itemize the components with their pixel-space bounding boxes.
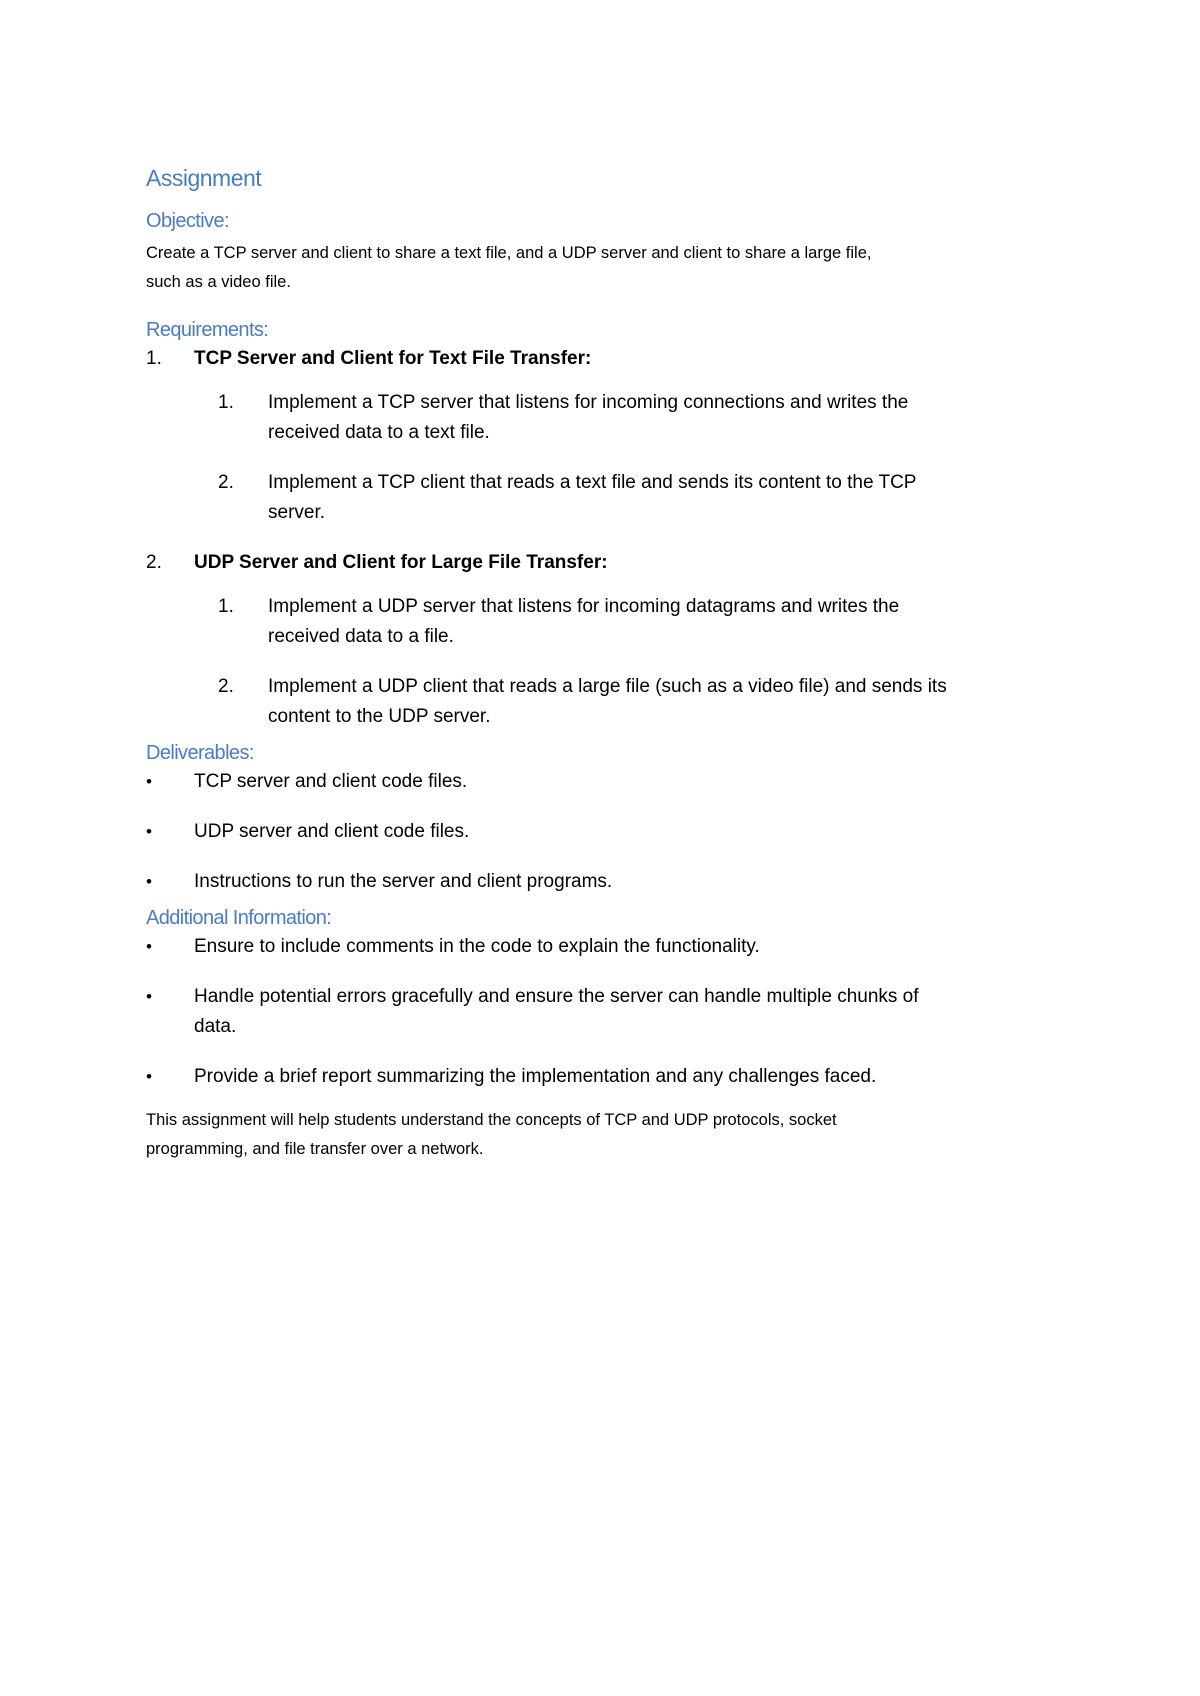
sub-item-text <box>268 388 908 448</box>
closing-paragraph <box>146 1106 1076 1164</box>
additional-info-heading: Additional Information: <box>146 907 332 929</box>
sub-list-item <box>218 468 1076 528</box>
closing-line-1: This assignment will help students understand the concepts of TCP and UDP protocols, socket <box>146 1111 837 1129</box>
sub-item-line: server. <box>268 502 326 523</box>
sub-item-line: received data to a file. <box>268 626 454 647</box>
bullet-icon: • <box>146 872 152 891</box>
sub-item-line: Implement a TCP client that reads a text file and sends its content to the TCP <box>268 472 917 493</box>
sub-list-item <box>218 388 1076 448</box>
bullet-icon: • <box>146 987 152 1006</box>
list-item-line: Handle potential errors gracefully and ensure the server can handle multiple chunks of <box>194 986 919 1007</box>
sub-item-text <box>268 672 947 732</box>
requirements-list <box>146 344 1076 732</box>
objective-line-1: Create a TCP server and client to share a text file, and a UDP server and client to share a large file, <box>146 244 872 262</box>
deliverables-heading: Deliverables: <box>146 742 254 764</box>
closing-line-2: programming, and file transfer over a network. <box>146 1140 484 1158</box>
sub-item-line: Implement a UDP server that listens for incoming datagrams and writes the <box>268 596 900 617</box>
requirements-heading: Requirements: <box>146 319 269 341</box>
list-number: 1. <box>218 596 234 617</box>
document-page <box>146 165 1076 1164</box>
requirement-title: UDP Server and Client for Large File Transfer: <box>194 552 608 573</box>
objective-heading: Objective: <box>146 210 229 232</box>
list-number: 2. <box>146 552 162 573</box>
sub-item-text <box>268 592 899 652</box>
bullet-icon: • <box>146 772 152 791</box>
list-item-text: Ensure to include comments in the code to explain the functionality. <box>194 936 760 957</box>
document-title: Assignment <box>146 165 262 191</box>
deliverables-list <box>146 767 1076 897</box>
list-item <box>146 1062 1076 1092</box>
requirement-sub-list <box>146 592 1076 732</box>
list-item-text: UDP server and client code files. <box>194 821 470 842</box>
list-item <box>146 932 1076 962</box>
list-item <box>146 817 1076 847</box>
bullet-icon: • <box>146 822 152 841</box>
bullet-icon: • <box>146 937 152 956</box>
sub-item-line: received data to a text file. <box>268 422 490 443</box>
requirement-title: TCP Server and Client for Text File Transfer: <box>194 348 592 369</box>
list-number: 2. <box>218 676 234 697</box>
list-item <box>146 767 1076 797</box>
list-item-text: Provide a brief report summarizing the implementation and any challenges faced. <box>194 1066 877 1087</box>
sub-list-item <box>218 672 1076 732</box>
list-item <box>146 982 1076 1042</box>
list-item <box>146 867 1076 897</box>
objective-line-2: such as a video file. <box>146 273 291 291</box>
list-number: 2. <box>218 472 234 493</box>
list-number: 1. <box>146 348 162 369</box>
requirement-item <box>146 548 1076 578</box>
sub-item-text <box>268 468 916 528</box>
bullet-icon: • <box>146 1067 152 1086</box>
list-item-text: Instructions to run the server and client programs. <box>194 871 613 892</box>
list-item-text <box>194 982 919 1042</box>
sub-list-item <box>218 592 1076 652</box>
sub-item-line: content to the UDP server. <box>268 706 491 727</box>
list-item-line: data. <box>194 1016 237 1037</box>
list-number: 1. <box>218 392 234 413</box>
sub-item-line: Implement a TCP server that listens for incoming connections and writes the <box>268 392 909 413</box>
additional-info-list <box>146 932 1076 1092</box>
sub-item-line: Implement a UDP client that reads a large file (such as a video file) and sends its <box>268 676 947 697</box>
requirement-sub-list <box>146 388 1076 528</box>
requirement-item <box>146 344 1076 374</box>
objective-text <box>146 239 1076 297</box>
list-item-text: TCP server and client code files. <box>194 771 468 792</box>
